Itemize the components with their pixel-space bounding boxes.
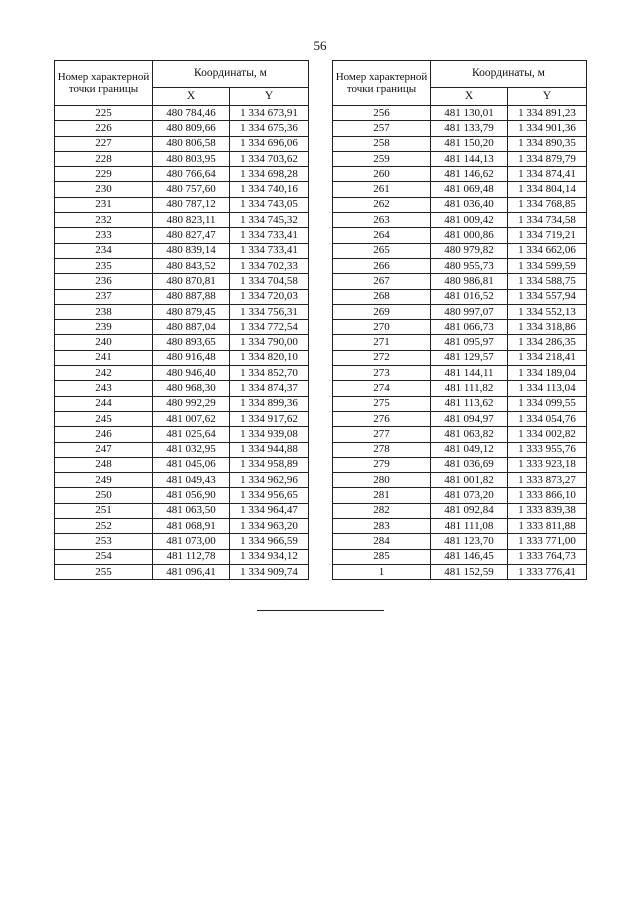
x-coordinate-cell: 480 986,81 (431, 274, 508, 289)
y-coordinate-cell: 1 334 099,55 (508, 396, 587, 411)
y-coordinate-cell: 1 334 768,85 (508, 197, 587, 212)
y-coordinate-cell: 1 333 764,73 (508, 549, 587, 564)
point-number-cell: 271 (333, 335, 431, 350)
point-number-cell: 227 (55, 136, 153, 151)
table-row (333, 473, 587, 488)
point-number-cell: 243 (55, 381, 153, 396)
point-number-cell: 281 (333, 488, 431, 503)
point-number-cell: 253 (55, 534, 153, 549)
point-number-cell: 225 (55, 106, 153, 121)
table-row (333, 457, 587, 472)
point-number-cell: 238 (55, 304, 153, 319)
point-number-cell: 249 (55, 473, 153, 488)
table-row (55, 366, 309, 381)
y-coordinate-cell: 1 334 675,36 (230, 121, 309, 136)
coordinates-header: Координаты, м (153, 61, 309, 88)
coordinates-header: Координаты, м (431, 61, 587, 88)
y-coordinate-cell: 1 334 740,16 (230, 182, 309, 197)
x-coordinate-cell: 481 092,84 (431, 503, 508, 518)
table-row (55, 350, 309, 365)
table-row (333, 488, 587, 503)
point-number-cell: 279 (333, 457, 431, 472)
table-row (55, 503, 309, 518)
point-number-cell: 250 (55, 488, 153, 503)
x-coordinate-cell: 480 806,58 (153, 136, 230, 151)
point-number-cell: 246 (55, 427, 153, 442)
y-coordinate-cell: 1 334 956,65 (230, 488, 309, 503)
y-coordinate-cell: 1 334 720,03 (230, 289, 309, 304)
x-coordinate-cell: 481 146,62 (431, 167, 508, 182)
point-number-header: Номер характерной точки границы (55, 61, 153, 106)
point-number-cell: 232 (55, 213, 153, 228)
table-row (333, 197, 587, 212)
point-number-cell: 276 (333, 411, 431, 426)
table-row (333, 411, 587, 426)
table-row (333, 243, 587, 258)
table-row (55, 442, 309, 457)
y-coordinate-cell: 1 334 733,41 (230, 243, 309, 258)
point-number-cell: 268 (333, 289, 431, 304)
x-header: X (431, 88, 508, 106)
table-row (55, 258, 309, 273)
point-number-cell: 226 (55, 121, 153, 136)
x-coordinate-cell: 481 016,52 (431, 289, 508, 304)
point-number-cell: 244 (55, 396, 153, 411)
y-coordinate-cell: 1 334 719,21 (508, 228, 587, 243)
table-row (55, 136, 309, 151)
point-number-cell: 255 (55, 564, 153, 579)
y-coordinate-cell: 1 334 890,35 (508, 136, 587, 151)
table-row (55, 274, 309, 289)
x-coordinate-cell: 481 068,91 (153, 519, 230, 534)
point-number-cell: 1 (333, 564, 431, 579)
x-coordinate-cell: 480 784,46 (153, 106, 230, 121)
point-number-cell: 270 (333, 320, 431, 335)
table-row (55, 182, 309, 197)
x-coordinate-cell: 481 152,59 (431, 564, 508, 579)
table-row (55, 564, 309, 579)
point-number-cell: 233 (55, 228, 153, 243)
table-row (333, 320, 587, 335)
y-coordinate-cell: 1 334 966,59 (230, 534, 309, 549)
table-row (55, 304, 309, 319)
y-coordinate-cell: 1 334 790,00 (230, 335, 309, 350)
x-coordinate-cell: 481 144,11 (431, 366, 508, 381)
x-coordinate-cell: 480 787,12 (153, 197, 230, 212)
y-coordinate-cell: 1 334 964,47 (230, 503, 309, 518)
point-number-cell: 242 (55, 366, 153, 381)
x-coordinate-cell: 480 827,47 (153, 228, 230, 243)
table-row (333, 335, 587, 350)
x-coordinate-cell: 481 094,97 (431, 411, 508, 426)
y-coordinate-cell: 1 334 958,89 (230, 457, 309, 472)
table-row (55, 167, 309, 182)
y-coordinate-cell: 1 334 756,31 (230, 304, 309, 319)
y-coordinate-cell: 1 334 962,96 (230, 473, 309, 488)
table-row (333, 121, 587, 136)
table-row (55, 228, 309, 243)
x-coordinate-cell: 480 839,14 (153, 243, 230, 258)
point-number-cell: 273 (333, 366, 431, 381)
y-coordinate-cell: 1 334 772,54 (230, 320, 309, 335)
x-coordinate-cell: 480 968,30 (153, 381, 230, 396)
y-coordinate-cell: 1 334 901,36 (508, 121, 587, 136)
y-header: Y (508, 88, 587, 106)
table-row (55, 534, 309, 549)
point-number-cell: 260 (333, 167, 431, 182)
y-coordinate-cell: 1 333 923,18 (508, 457, 587, 472)
table-row (333, 258, 587, 273)
x-coordinate-cell: 481 096,41 (153, 564, 230, 579)
point-number-cell: 257 (333, 121, 431, 136)
x-coordinate-cell: 480 887,04 (153, 320, 230, 335)
point-number-cell: 234 (55, 243, 153, 258)
y-coordinate-cell: 1 334 733,41 (230, 228, 309, 243)
table-row (333, 534, 587, 549)
y-coordinate-cell: 1 334 054,76 (508, 411, 587, 426)
x-coordinate-cell: 480 979,82 (431, 243, 508, 258)
table-row (333, 366, 587, 381)
point-number-cell: 284 (333, 534, 431, 549)
y-coordinate-cell: 1 334 745,32 (230, 213, 309, 228)
y-coordinate-cell: 1 334 944,88 (230, 442, 309, 457)
x-coordinate-cell: 481 095,97 (431, 335, 508, 350)
table-row (55, 320, 309, 335)
point-number-cell: 254 (55, 549, 153, 564)
point-number-cell: 241 (55, 350, 153, 365)
table-row (333, 396, 587, 411)
x-coordinate-cell: 481 069,48 (431, 182, 508, 197)
point-number-header: Номер характерной точки границы (333, 61, 431, 106)
x-coordinate-cell: 480 946,40 (153, 366, 230, 381)
table-row (55, 473, 309, 488)
y-coordinate-cell: 1 334 286,35 (508, 335, 587, 350)
y-coordinate-cell: 1 334 189,04 (508, 366, 587, 381)
point-number-cell: 231 (55, 197, 153, 212)
table-row (333, 350, 587, 365)
y-coordinate-cell: 1 334 909,74 (230, 564, 309, 579)
x-coordinate-cell: 481 144,13 (431, 151, 508, 166)
table-row (55, 381, 309, 396)
y-coordinate-cell: 1 334 820,10 (230, 350, 309, 365)
x-coordinate-cell: 481 049,12 (431, 442, 508, 457)
x-coordinate-cell: 481 130,01 (431, 106, 508, 121)
y-coordinate-cell: 1 334 852,70 (230, 366, 309, 381)
y-coordinate-cell: 1 334 939,08 (230, 427, 309, 442)
x-coordinate-cell: 481 056,90 (153, 488, 230, 503)
point-number-cell: 261 (333, 182, 431, 197)
table-row (333, 213, 587, 228)
page-number: 56 (313, 38, 327, 53)
x-coordinate-cell: 481 111,82 (431, 381, 508, 396)
point-number-cell: 267 (333, 274, 431, 289)
table-row (55, 457, 309, 472)
x-coordinate-cell: 481 133,79 (431, 121, 508, 136)
point-number-cell: 245 (55, 411, 153, 426)
x-coordinate-cell: 481 032,95 (153, 442, 230, 457)
table-row (55, 289, 309, 304)
point-number-cell: 282 (333, 503, 431, 518)
y-coordinate-cell: 1 334 318,86 (508, 320, 587, 335)
y-coordinate-cell: 1 334 673,91 (230, 106, 309, 121)
point-number-cell: 269 (333, 304, 431, 319)
x-coordinate-cell: 480 766,64 (153, 167, 230, 182)
y-coordinate-cell: 1 334 002,82 (508, 427, 587, 442)
point-number-cell: 258 (333, 136, 431, 151)
y-coordinate-cell: 1 333 811,88 (508, 519, 587, 534)
table-row (333, 167, 587, 182)
table-row (55, 197, 309, 212)
y-coordinate-cell: 1 334 113,04 (508, 381, 587, 396)
x-coordinate-cell: 480 997,07 (431, 304, 508, 319)
y-coordinate-cell: 1 333 776,41 (508, 564, 587, 579)
y-coordinate-cell: 1 334 704,58 (230, 274, 309, 289)
y-coordinate-cell: 1 334 588,75 (508, 274, 587, 289)
x-coordinate-cell: 481 123,70 (431, 534, 508, 549)
y-coordinate-cell: 1 334 698,28 (230, 167, 309, 182)
table-row (55, 396, 309, 411)
y-coordinate-cell: 1 334 696,06 (230, 136, 309, 151)
x-coordinate-cell: 481 063,50 (153, 503, 230, 518)
x-coordinate-cell: 481 007,62 (153, 411, 230, 426)
x-coordinate-cell: 481 036,40 (431, 197, 508, 212)
x-coordinate-cell: 481 066,73 (431, 320, 508, 335)
y-coordinate-cell: 1 334 218,41 (508, 350, 587, 365)
x-coordinate-cell: 480 893,65 (153, 335, 230, 350)
y-coordinate-cell: 1 334 703,62 (230, 151, 309, 166)
y-coordinate-cell: 1 333 873,27 (508, 473, 587, 488)
point-number-cell: 256 (333, 106, 431, 121)
table-row (333, 549, 587, 564)
coordinates-table-right (332, 60, 587, 580)
point-number-cell: 252 (55, 519, 153, 534)
y-coordinate-cell: 1 333 771,00 (508, 534, 587, 549)
x-coordinate-cell: 480 870,81 (153, 274, 230, 289)
point-number-cell: 283 (333, 519, 431, 534)
table-row (55, 106, 309, 121)
x-coordinate-cell: 481 112,78 (153, 549, 230, 564)
table-row (333, 182, 587, 197)
table-row (333, 519, 587, 534)
table-row (333, 136, 587, 151)
x-coordinate-cell: 481 073,00 (153, 534, 230, 549)
point-number-cell: 247 (55, 442, 153, 457)
table-row (333, 564, 587, 579)
y-coordinate-cell: 1 334 734,58 (508, 213, 587, 228)
x-coordinate-cell: 480 843,52 (153, 258, 230, 273)
x-coordinate-cell: 480 757,60 (153, 182, 230, 197)
point-number-cell: 265 (333, 243, 431, 258)
x-coordinate-cell: 480 887,88 (153, 289, 230, 304)
point-number-cell: 275 (333, 396, 431, 411)
y-coordinate-cell: 1 334 743,05 (230, 197, 309, 212)
table-row (55, 151, 309, 166)
x-coordinate-cell: 481 113,62 (431, 396, 508, 411)
point-number-cell: 262 (333, 197, 431, 212)
table-row (333, 106, 587, 121)
y-coordinate-cell: 1 333 866,10 (508, 488, 587, 503)
table-row (333, 289, 587, 304)
y-coordinate-cell: 1 334 874,37 (230, 381, 309, 396)
coordinates-table-left (54, 60, 309, 580)
x-coordinate-cell: 480 992,29 (153, 396, 230, 411)
table-row (55, 519, 309, 534)
x-coordinate-cell: 481 111,08 (431, 519, 508, 534)
table-row (55, 427, 309, 442)
point-number-cell: 235 (55, 258, 153, 273)
table-row (55, 243, 309, 258)
y-coordinate-cell: 1 333 839,38 (508, 503, 587, 518)
y-coordinate-cell: 1 334 874,41 (508, 167, 587, 182)
table-row (333, 228, 587, 243)
x-coordinate-cell: 480 879,45 (153, 304, 230, 319)
x-coordinate-cell: 481 073,20 (431, 488, 508, 503)
x-coordinate-cell: 481 009,42 (431, 213, 508, 228)
point-number-cell: 285 (333, 549, 431, 564)
table-row (55, 213, 309, 228)
point-number-cell: 264 (333, 228, 431, 243)
table-row (333, 442, 587, 457)
x-coordinate-cell: 480 823,11 (153, 213, 230, 228)
x-coordinate-cell: 480 916,48 (153, 350, 230, 365)
table-row (55, 549, 309, 564)
point-number-cell: 259 (333, 151, 431, 166)
point-number-cell: 239 (55, 320, 153, 335)
x-coordinate-cell: 481 049,43 (153, 473, 230, 488)
table-row (55, 488, 309, 503)
point-number-cell: 280 (333, 473, 431, 488)
y-coordinate-cell: 1 334 879,79 (508, 151, 587, 166)
point-number-cell: 236 (55, 274, 153, 289)
y-coordinate-cell: 1 333 955,76 (508, 442, 587, 457)
table-row (333, 427, 587, 442)
x-coordinate-cell: 481 129,57 (431, 350, 508, 365)
y-coordinate-cell: 1 334 662,06 (508, 243, 587, 258)
point-number-cell: 228 (55, 151, 153, 166)
x-coordinate-cell: 480 955,73 (431, 258, 508, 273)
y-coordinate-cell: 1 334 899,36 (230, 396, 309, 411)
coordinates-body-right (333, 106, 587, 580)
table-row (55, 121, 309, 136)
table-row (333, 503, 587, 518)
table-row (55, 335, 309, 350)
y-coordinate-cell: 1 334 963,20 (230, 519, 309, 534)
table-row (333, 274, 587, 289)
point-number-cell: 229 (55, 167, 153, 182)
point-number-cell: 248 (55, 457, 153, 472)
point-number-cell: 277 (333, 427, 431, 442)
y-coordinate-cell: 1 334 934,12 (230, 549, 309, 564)
point-number-cell: 237 (55, 289, 153, 304)
x-coordinate-cell: 481 146,45 (431, 549, 508, 564)
x-coordinate-cell: 481 000,86 (431, 228, 508, 243)
point-number-cell: 263 (333, 213, 431, 228)
table-row (333, 304, 587, 319)
x-coordinate-cell: 481 036,69 (431, 457, 508, 472)
point-number-cell: 278 (333, 442, 431, 457)
y-coordinate-cell: 1 334 599,59 (508, 258, 587, 273)
y-coordinate-cell: 1 334 557,94 (508, 289, 587, 304)
y-coordinate-cell: 1 334 702,33 (230, 258, 309, 273)
x-header: X (153, 88, 230, 106)
point-number-cell: 230 (55, 182, 153, 197)
footer-divider (257, 610, 384, 611)
x-coordinate-cell: 481 045,06 (153, 457, 230, 472)
y-coordinate-cell: 1 334 891,23 (508, 106, 587, 121)
y-coordinate-cell: 1 334 552,13 (508, 304, 587, 319)
y-header: Y (230, 88, 309, 106)
table-row (55, 411, 309, 426)
point-number-cell: 272 (333, 350, 431, 365)
table-row (333, 381, 587, 396)
y-coordinate-cell: 1 334 917,62 (230, 411, 309, 426)
point-number-cell: 274 (333, 381, 431, 396)
x-coordinate-cell: 480 809,66 (153, 121, 230, 136)
coordinates-body-left (55, 106, 309, 580)
x-coordinate-cell: 481 025,64 (153, 427, 230, 442)
point-number-cell: 240 (55, 335, 153, 350)
x-coordinate-cell: 480 803,95 (153, 151, 230, 166)
point-number-cell: 251 (55, 503, 153, 518)
x-coordinate-cell: 481 001,82 (431, 473, 508, 488)
table-row (333, 151, 587, 166)
y-coordinate-cell: 1 334 804,14 (508, 182, 587, 197)
x-coordinate-cell: 481 150,20 (431, 136, 508, 151)
point-number-cell: 266 (333, 258, 431, 273)
x-coordinate-cell: 481 063,82 (431, 427, 508, 442)
